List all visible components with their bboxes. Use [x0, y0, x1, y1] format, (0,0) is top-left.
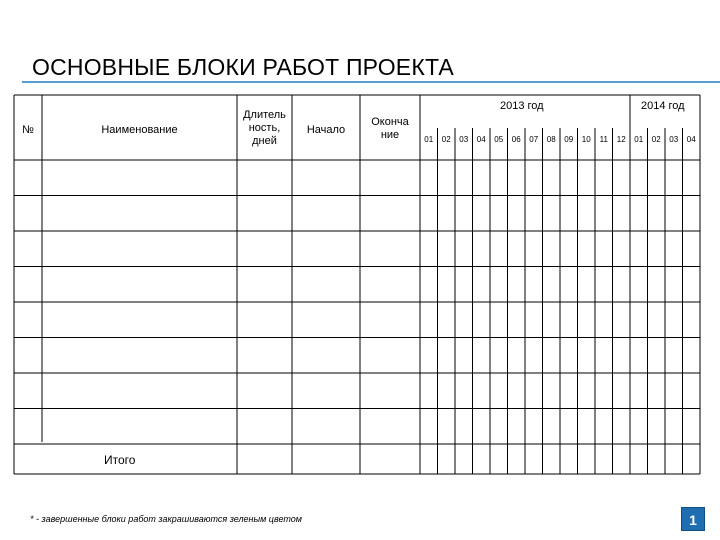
- month-label: 03: [459, 135, 469, 144]
- header-year-2014: 2014 год: [641, 100, 685, 112]
- header-num: №: [22, 124, 34, 136]
- header-name: Наименование: [101, 124, 178, 136]
- header-year-2013: 2013 год: [500, 100, 544, 112]
- month-label: 04: [476, 135, 486, 144]
- month-label: 01: [424, 135, 434, 144]
- month-label: 11: [599, 135, 608, 144]
- header-end: Оконча ние: [371, 116, 409, 141]
- month-label: 10: [581, 135, 591, 144]
- month-label: 05: [494, 135, 504, 144]
- month-label: 08: [546, 135, 556, 144]
- month-label: 02: [441, 135, 451, 144]
- month-label: 02: [651, 135, 661, 144]
- month-label: 04: [686, 135, 696, 144]
- month-label: 09: [564, 135, 574, 144]
- total-label: Итого: [104, 453, 136, 467]
- month-label: 06: [511, 135, 521, 144]
- month-label: 01: [634, 135, 644, 144]
- month-label: 03: [669, 135, 679, 144]
- month-label: 12: [616, 135, 626, 144]
- footnote: * - завершенные блоки работ закрашиваются зеленым цветом: [30, 514, 302, 524]
- header-duration: Длитель ность, дней: [243, 109, 286, 147]
- header-start: Начало: [306, 124, 346, 136]
- month-label: 07: [529, 135, 539, 144]
- page-title: ОСНОВНЫЕ БЛОКИ РАБОТ ПРОЕКТА: [32, 54, 454, 80]
- page-number-badge: 1: [681, 507, 705, 531]
